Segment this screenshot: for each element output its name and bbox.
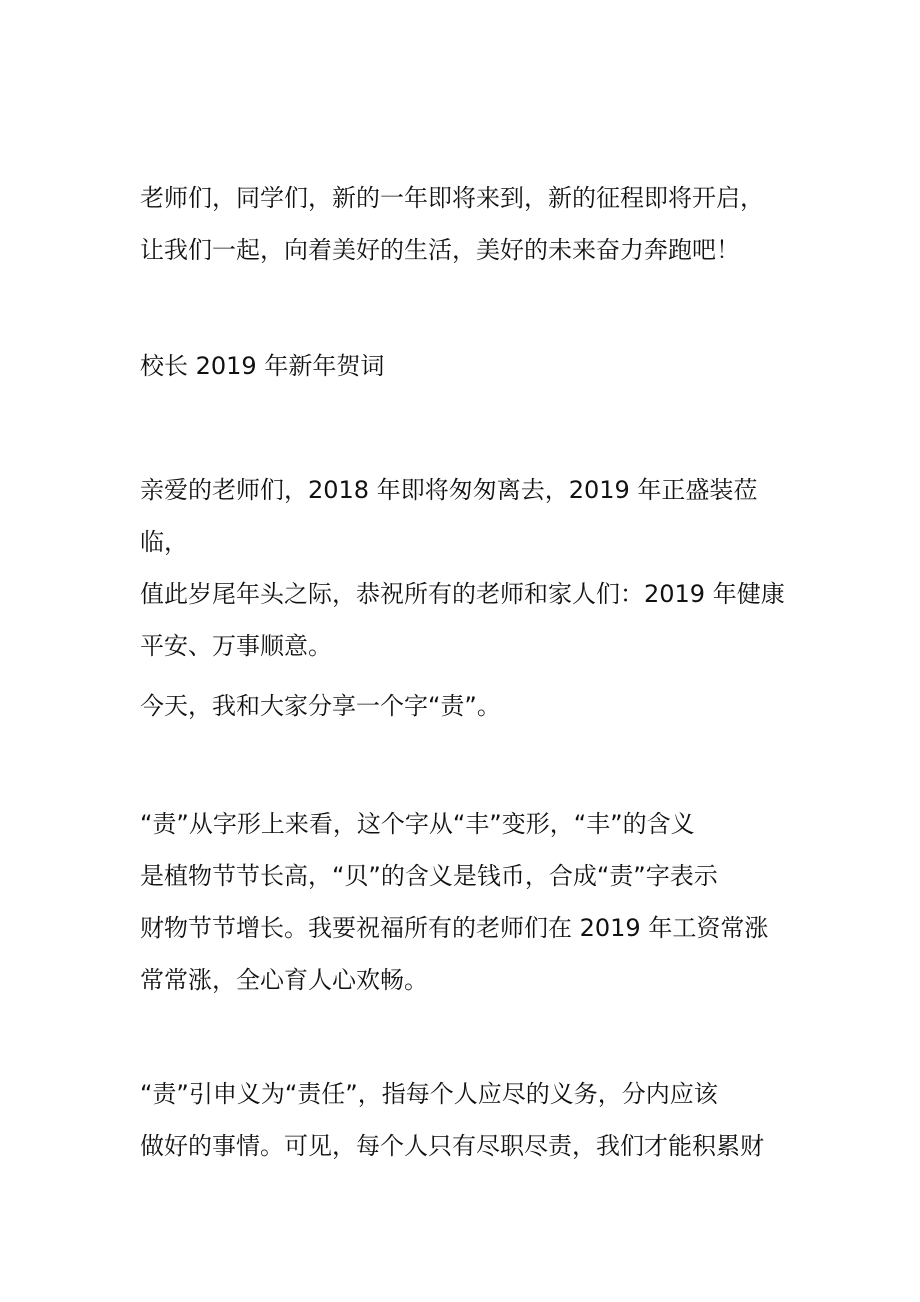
character-meaning-paragraph: “责”从字形上来看，这个字从“丰”变形，“丰”的含义 是植物节节长高，“贝”的含义是钱币，合成“责”字表示 财物节节增长。我要祝福所有的老师们在 2019 年工资常涨 常常涨，全心育人心欢畅。: [140, 810, 769, 994]
intro-paragraph: 今天，我和大家分享一个字“责”。: [140, 692, 501, 720]
closing-paragraph: 老师们，同学们，新的一年即将来到，新的征程即将开启， 让我们一起，向着美好的生活，美好的未来奋力奔跑吧！: [140, 184, 764, 264]
section-title: 校长 2019 年新年贺词: [140, 352, 385, 380]
responsibility-paragraph: “责”引申义为“责任”，指每个人应尽的义务，分内应该 做好的事情。可见，每个人只有尽职尽责，我们才能积累财: [140, 1080, 764, 1160]
greeting-paragraph: 亲爱的老师们，2018 年即将匆匆离去，2019 年正盛装莅临， 值此岁尾年头之际，恭祝所有的老师和家人们：2019 年健康 平安、万事顺意。: [140, 476, 785, 660]
